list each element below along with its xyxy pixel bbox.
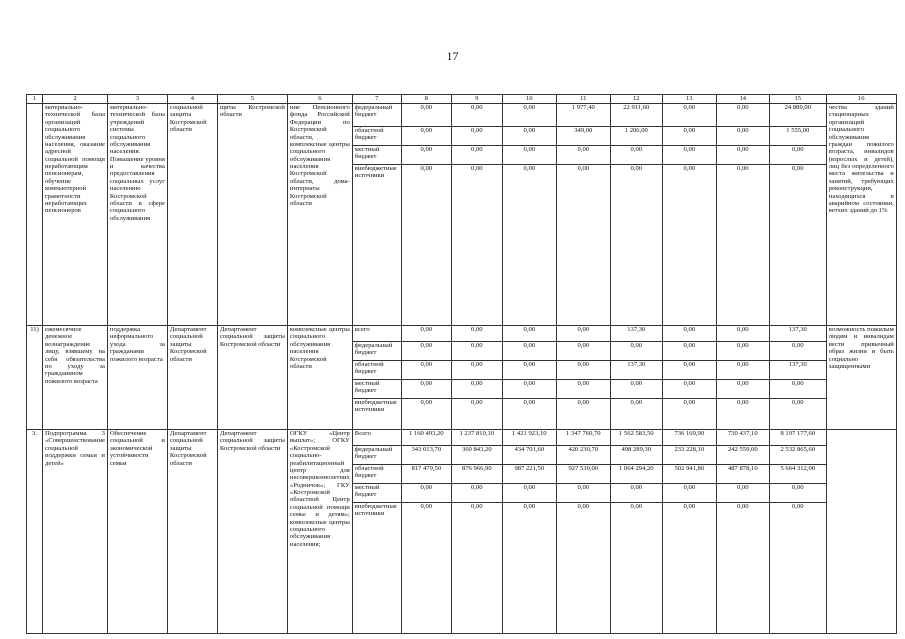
amount-cell: 502 941,80 [662,465,716,484]
amount-cell: 0,00 [451,399,502,430]
amount-cell: 0,00 [556,165,610,326]
amount-cell: 0,00 [451,503,502,634]
amount-cell: 0,00 [502,380,556,399]
amount-cell: 434 701,60 [502,446,556,465]
table-row [27,326,897,342]
amount-cell: 0,00 [610,503,662,634]
amount-cell: 0,00 [556,361,610,380]
amount-cell: 730 437,10 [716,430,769,446]
amount-cell: 420 230,70 [556,446,610,465]
amount-cell: 0,00 [662,484,716,503]
amount-cell: 0,00 [556,326,610,342]
amount-cell: 0,00 [401,484,451,503]
amount-cell: 137,30 [769,361,826,380]
participants: комплексные центры социального обслуживания населения Костромской области [287,326,352,430]
goal-description: поддержка неформального ухода за гражданами пожилого возраста [107,326,167,430]
participants: ОГКУ «Центр выплат»; ОГКУ «Костромской социально-реабилитационный центр для несовершеннолетних «Родничок»; ГКУ «Костромской областной Центр социальной помощи семье и детям»; комплексные центры социального обслуживания населения; [287,430,352,634]
amount-cell: 487 878,10 [716,465,769,484]
funding-source: местный бюджет [352,146,401,165]
amount-cell: 0,00 [401,342,451,361]
header-row [27,95,897,104]
co-executor: Департамент социальной защиты Костромской области [217,430,287,634]
row-number: 11) [27,326,43,430]
amount-cell: 736 169,90 [662,430,716,446]
amount-cell: 0,00 [610,342,662,361]
amount-cell: 0,00 [556,146,610,165]
amount-cell: 0,00 [662,326,716,342]
amount-cell: 1 562 583,50 [610,430,662,446]
activity-name: Подпрограмма 3 «Совершенствование социальной поддержки семьи и детей» [43,430,108,634]
funding-source: Всего [352,430,401,446]
amount-cell: 0,00 [556,342,610,361]
amount-cell: 0,00 [769,342,826,361]
amount-cell: 0,00 [451,127,502,146]
amount-cell: 0,00 [769,484,826,503]
amount-cell: 0,00 [401,165,451,326]
amount-cell: 0,00 [502,503,556,634]
amount-cell: 0,00 [716,146,769,165]
amount-cell: 1 555,00 [769,127,826,146]
amount-cell: 137,30 [610,361,662,380]
amount-cell: 0,00 [662,104,716,127]
amount-cell: 0,00 [502,326,556,342]
expected-result: возможность пожилым людям и инвалидам вести привычный образ жизни и быть социально защищенными [826,326,896,430]
amount-cell: 0,00 [451,146,502,165]
amount-cell: 0,00 [451,326,502,342]
amount-cell: 817 479,50 [401,465,451,484]
amount-cell: 0,00 [502,342,556,361]
amount-cell: 0,00 [662,146,716,165]
column-header: 1 [27,95,43,104]
amount-cell: 0,00 [716,104,769,127]
amount-cell: 2 532 865,60 [769,446,826,465]
amount-cell: 0,00 [502,146,556,165]
amount-cell: 1 064 294,20 [610,465,662,484]
amount-cell: 0,00 [556,484,610,503]
amount-cell: 0,00 [610,146,662,165]
funding-source: областной бюджет [352,361,401,380]
amount-cell: 0,00 [662,361,716,380]
amount-cell: 1 160 493,20 [401,430,451,446]
activity-name: ежемесячное денежное вознаграждение лицу, взявшему на себя обязательства по уходу за гражданином пожилого возраста [43,326,108,430]
column-header: 10 [502,95,556,104]
column-header: 12 [610,95,662,104]
amount-cell: 0,00 [662,342,716,361]
amount-cell: 0,00 [401,361,451,380]
amount-cell: 0,00 [769,503,826,634]
amount-cell: 0,00 [662,399,716,430]
row-number: 3. [27,430,43,634]
amount-cell: 0,00 [716,484,769,503]
amount-cell: 0,00 [556,380,610,399]
amount-cell: 0,00 [662,503,716,634]
activity-name: материально-технической базы организаций социального обслуживания населения, оказание адресной социальной помощи неработающим пенсионерам, обучение компьютерной грамотности неработающих пенсионеров [43,104,108,326]
amount-cell: 1 206,00 [610,127,662,146]
amount-cell: 0,00 [401,326,451,342]
amount-cell: 1 421 923,10 [502,430,556,446]
amount-cell: 137,30 [610,326,662,342]
expected-result [826,430,896,634]
amount-cell: 1 347 760,70 [556,430,610,446]
column-header: 8 [401,95,451,104]
responsible-executor: социальной защиты Костромской области [167,104,217,326]
column-header: 15 [769,95,826,104]
program-table [26,94,897,634]
amount-cell: 0,00 [716,326,769,342]
expected-result: чества зданий стационарных организаций социального обслуживания граждан пожилого возраста, инвалидов (взрослых и детей), лиц без определенного места жительства и занятий, требующих реконструкции, находящихся в аварийном состоянии, ветхих зданий до 1% [826,104,896,326]
amount-cell: 0,00 [401,380,451,399]
amount-cell: 498 289,30 [610,446,662,465]
amount-cell: 0,00 [716,342,769,361]
amount-cell: 0,00 [610,484,662,503]
amount-cell: 22 911,60 [610,104,662,127]
funding-source: всего [352,326,401,342]
column-header: 14 [716,95,769,104]
amount-cell: 0,00 [556,399,610,430]
amount-cell: 0,00 [769,399,826,430]
amount-cell: 0,00 [769,165,826,326]
amount-cell: 0,00 [716,127,769,146]
amount-cell: 0,00 [716,380,769,399]
amount-cell: 0,00 [451,104,502,127]
column-header: 6 [287,95,352,104]
funding-source: внебюджетные источники [352,399,401,430]
goal-description: материально-технической базы учреждений системы социального обслуживания населения. Повышение уровня и качества предоставления социальных услуг населению Костромской области в сфере социального обслуживания [107,104,167,326]
row-number [27,104,43,326]
column-header: 9 [451,95,502,104]
column-header: 3 [107,95,167,104]
co-executor: Департамент социальной защиты Костромской области [217,326,287,430]
amount-cell: 0,00 [502,165,556,326]
amount-cell: 137,30 [769,326,826,342]
amount-cell: 0,00 [451,165,502,326]
amount-cell: 0,00 [769,380,826,399]
responsible-executor: Департамент социальной защиты Костромской области [167,430,217,634]
amount-cell: 0,00 [451,342,502,361]
amount-cell: 0,00 [662,165,716,326]
amount-cell: 360 843,20 [451,446,502,465]
amount-cell: 0,00 [451,484,502,503]
amount-cell: 0,00 [401,399,451,430]
page-number: 17 [446,49,459,63]
amount-cell: 987 221,50 [502,465,556,484]
amount-cell: 0,00 [610,165,662,326]
amount-cell: 0,00 [502,361,556,380]
amount-cell: 0,00 [502,484,556,503]
amount-cell: 0,00 [610,399,662,430]
amount-cell: 1 237 810,10 [451,430,502,446]
amount-cell: 876 966,90 [451,465,502,484]
amount-cell: 0,00 [502,399,556,430]
amount-cell: 343 013,70 [401,446,451,465]
amount-cell: 0,00 [401,127,451,146]
column-header: 13 [662,95,716,104]
amount-cell: 1 977,40 [556,104,610,127]
column-header: 16 [826,95,896,104]
amount-cell: 0,00 [401,104,451,127]
amount-cell: 0,00 [716,503,769,634]
amount-cell: 0,00 [451,380,502,399]
amount-cell: 5 664 312,00 [769,465,826,484]
amount-cell: 0,00 [769,146,826,165]
amount-cell: 0,00 [662,380,716,399]
amount-cell: 0,00 [401,503,451,634]
column-header: 4 [167,95,217,104]
amount-cell: 0,00 [401,146,451,165]
amount-cell: 0,00 [716,361,769,380]
amount-cell: 349,00 [556,127,610,146]
amount-cell: 8 197 177,60 [769,430,826,446]
amount-cell: 233 228,10 [662,446,716,465]
amount-cell: 927 530,00 [556,465,610,484]
funding-source: федеральный бюджет [352,446,401,465]
amount-cell: 0,00 [716,165,769,326]
funding-source: местный бюджет [352,484,401,503]
amount-cell: 0,00 [662,127,716,146]
funding-source: федеральный бюджет [352,104,401,127]
amount-cell: 0,00 [716,399,769,430]
funding-source: областной бюджет [352,465,401,484]
funding-source: внебюджетные источники [352,503,401,634]
amount-cell: 0,00 [502,104,556,127]
column-header: 2 [43,95,108,104]
amount-cell: 24 889,00 [769,104,826,127]
funding-source: областной бюджет [352,127,401,146]
column-header: 11 [556,95,610,104]
funding-source: федеральный бюджет [352,342,401,361]
amount-cell: 0,00 [610,380,662,399]
column-header: 5 [217,95,287,104]
amount-cell: 0,00 [451,361,502,380]
table-row [27,104,897,127]
amount-cell: 0,00 [502,127,556,146]
amount-cell: 0,00 [556,503,610,634]
table-row [27,430,897,446]
column-header: 7 [352,95,401,104]
amount-cell: 242 559,00 [716,446,769,465]
table-body [27,104,897,634]
funding-source: внебюджетные источники [352,165,401,326]
participants: ние Пенсионного фонда Российской Федерации по Костромской области, комплексные центры социального обслуживания населения Костромской области, дома-интернаты Костромской области [287,104,352,326]
responsible-executor: Департамент социальной защиты Костромской области [167,326,217,430]
co-executor: щиты Костромской области [217,104,287,326]
funding-source: местный бюджет [352,380,401,399]
goal-description: Обеспечение социальной и экономической устойчивости семьи [107,430,167,634]
